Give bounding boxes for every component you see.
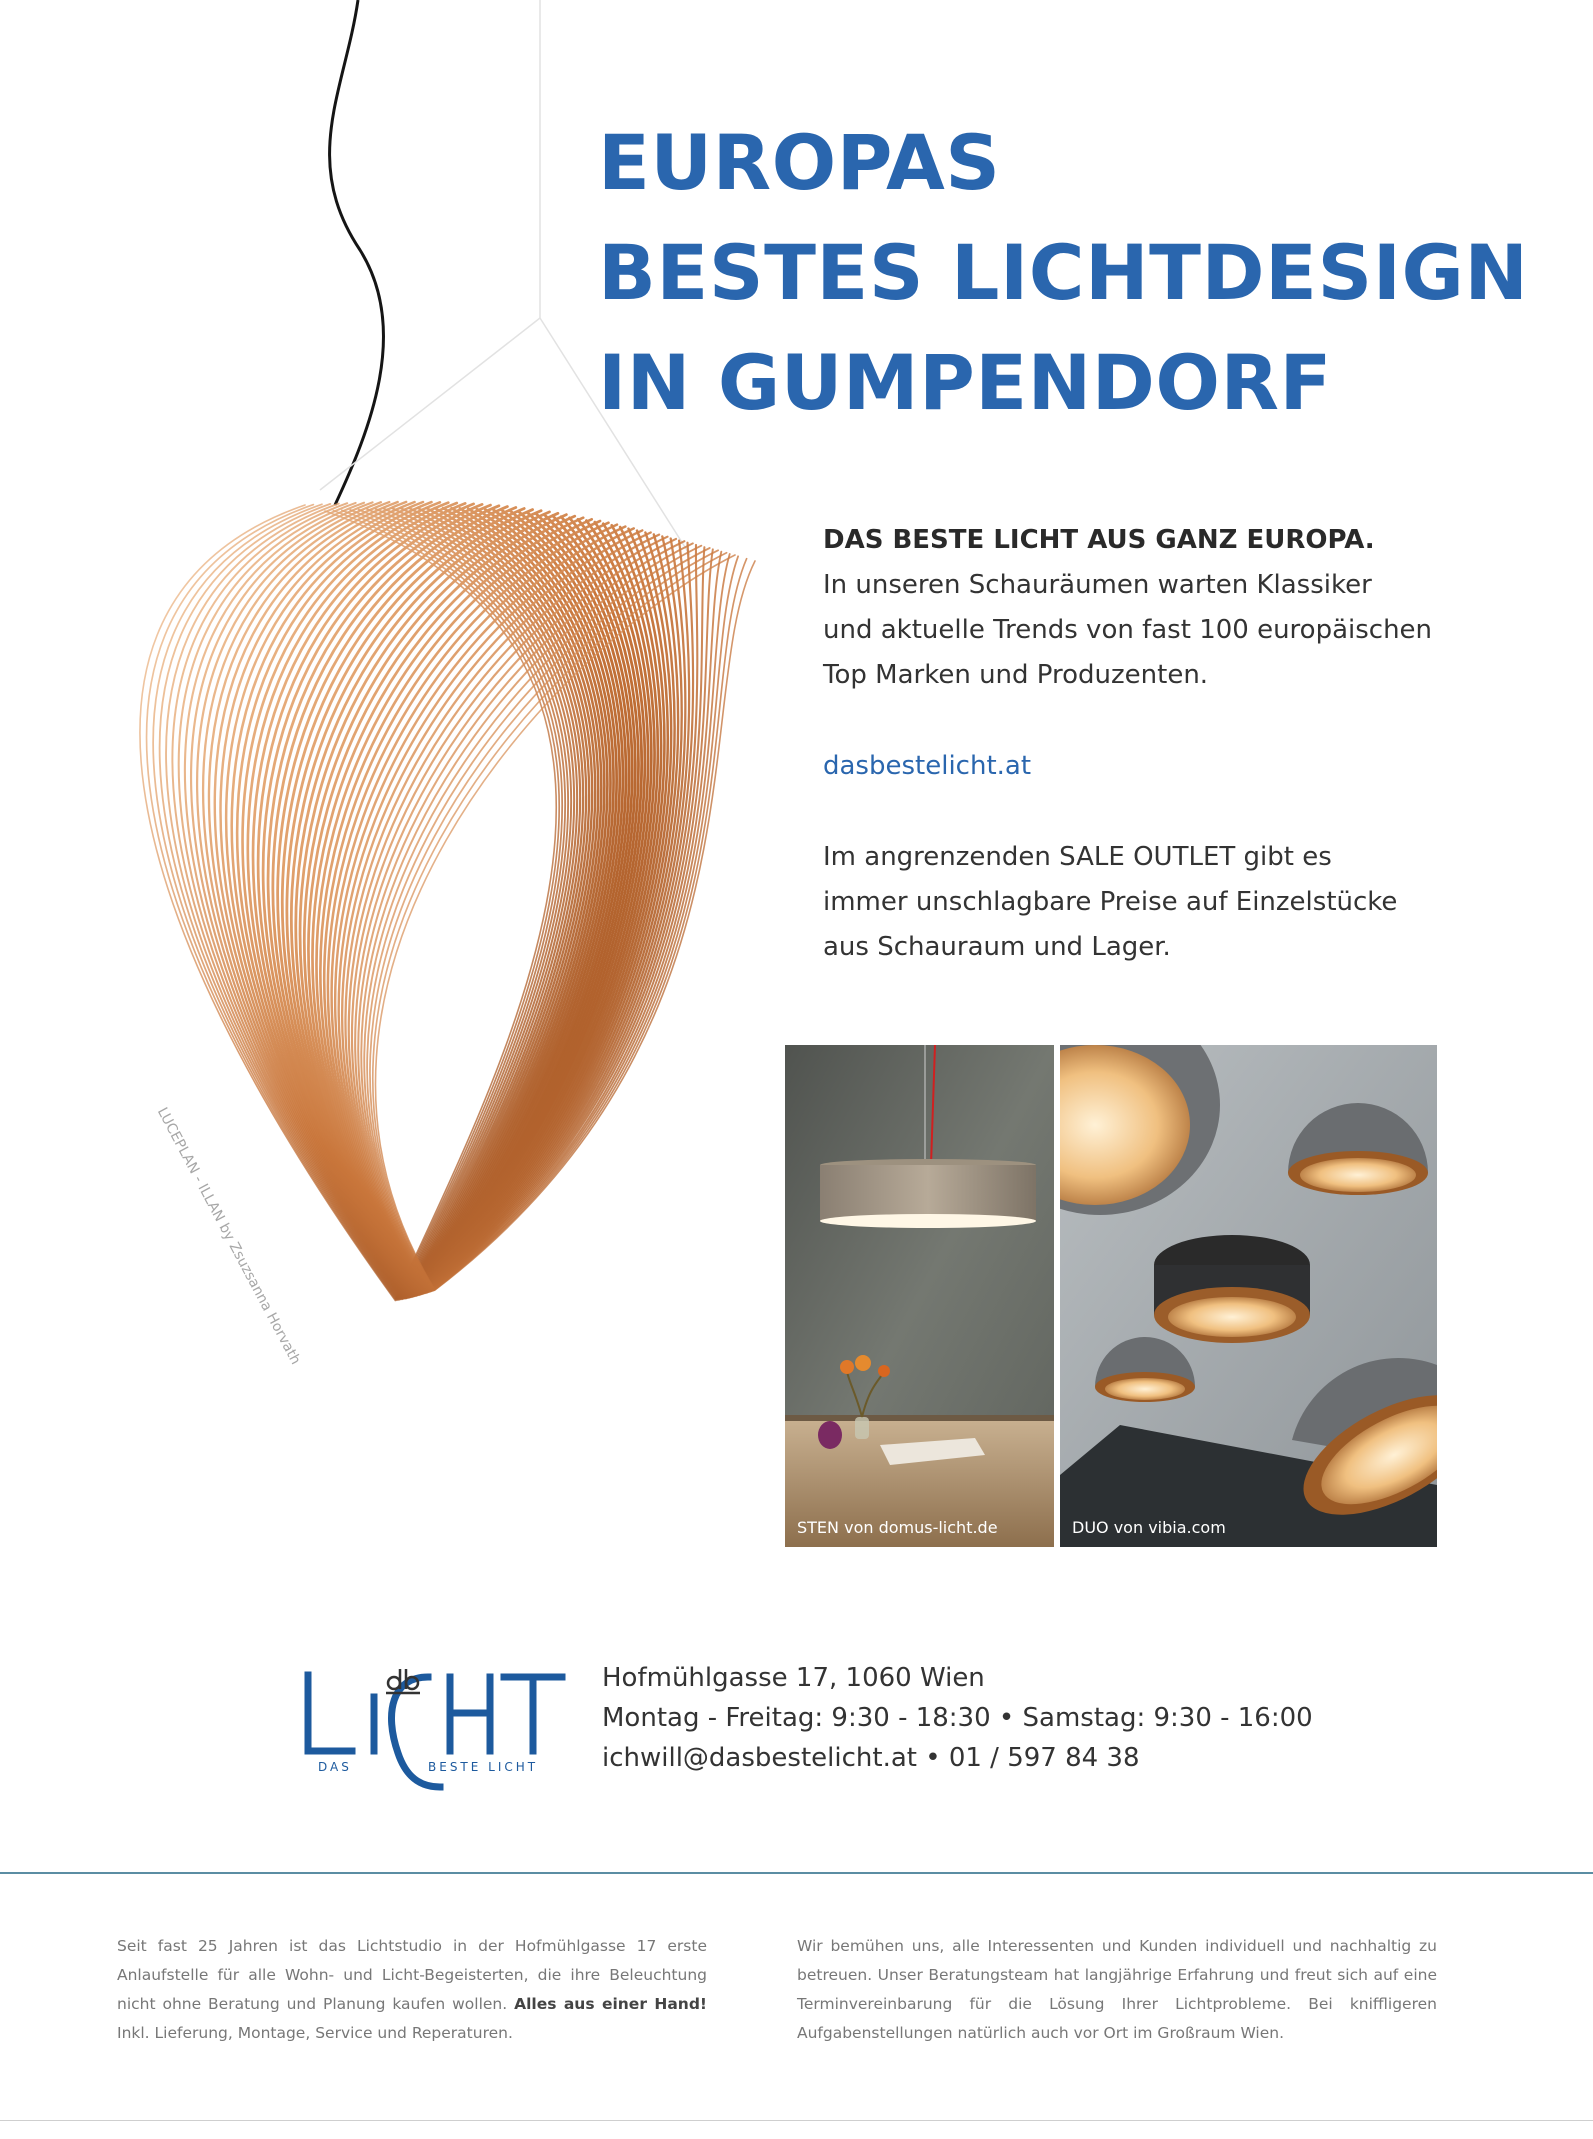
- photo-caption-duo: DUO von vibia.com: [1072, 1518, 1226, 1537]
- headline-line-1: EUROPAS: [598, 118, 1001, 207]
- footer-left-tail: Inkl. Lieferung, Montage, Service und Reperaturen.: [117, 2024, 513, 2042]
- das-beste-licht-logo: [300, 1655, 580, 1795]
- opening-hours: Montag - Freitag: 9:30 - 18:30 • Samstag: 9:30 - 16:00: [602, 1703, 1313, 1733]
- headline-line-3: IN GUMPENDORF: [598, 338, 1332, 427]
- divider: [0, 1872, 1593, 1874]
- duo-lamps-photo: [1060, 1045, 1437, 1547]
- footer-left-bold: Alles aus einer Hand!: [514, 1995, 707, 2013]
- bottom-rule: [0, 2120, 1593, 2121]
- intro-line: Top Marken und Produzenten.: [823, 660, 1209, 690]
- page-headline: [598, 108, 1558, 438]
- sten-lamp-photo: [785, 1045, 1054, 1547]
- intro-line: und aktuelle Trends von fast 100 europäischen: [823, 615, 1433, 645]
- lamp-credit: LUCEPLAN - ILLAN by Zsuzsanna Horvath: [153, 1105, 304, 1368]
- logo-small-right: BESTE LICHT: [428, 1760, 539, 1774]
- contact-block: [602, 1658, 1422, 1778]
- outlet-line: Im angrenzenden SALE OUTLET gibt es: [823, 842, 1332, 872]
- sten-lamp-image: [785, 1045, 1054, 1547]
- footer-right-text: Wir bemühen uns, alle Interessenten und Kunden individuell und nachhaltig zu betreuen. Unser Beratungsteam hat langjährige Erfahrung und freut sich auf eine Terminvereinbarung für die Lösung Ihrer Lichtprobleme. Bei kniffligeren Aufgabenstellungen natürlich auch vor Ort im Großraum Wien.: [797, 1937, 1437, 2042]
- address: Hofmühlgasse 17, 1060 Wien: [602, 1663, 985, 1693]
- logo-small-left: DAS: [318, 1760, 352, 1774]
- intro-line: In unseren Schauräumen warten Klassiker: [823, 570, 1372, 600]
- footer-left-body: Seit fast 25 Jahren ist das Lichtstudio in der Hofmühlgasse 17 erste Anlaufstelle für alle Wohn- und Licht-Begeisterten, die ihre Beleuchtung nicht ohne Beratung und Planung kaufen wollen.: [117, 1937, 707, 2013]
- headline-line-2: BESTES LICHTDESIGN: [598, 228, 1529, 317]
- photo-caption-sten: STEN von domus-licht.de: [797, 1518, 998, 1537]
- intro-text: [823, 518, 1463, 970]
- email-phone[interactable]: ichwill@dasbestelicht.at • 01 / 597 84 38: [602, 1743, 1140, 1773]
- outlet-line: immer unschlagbare Preise auf Einzelstücke: [823, 887, 1398, 917]
- outlet-line: aus Schauraum und Lager.: [823, 932, 1171, 962]
- intro-lead: DAS BESTE LICHT AUS GANZ EUROPA.: [823, 525, 1375, 555]
- duo-lamps-image: [1060, 1045, 1437, 1547]
- footer-left-text: [117, 1932, 707, 2048]
- website-link[interactable]: dasbestelicht.at: [823, 751, 1032, 781]
